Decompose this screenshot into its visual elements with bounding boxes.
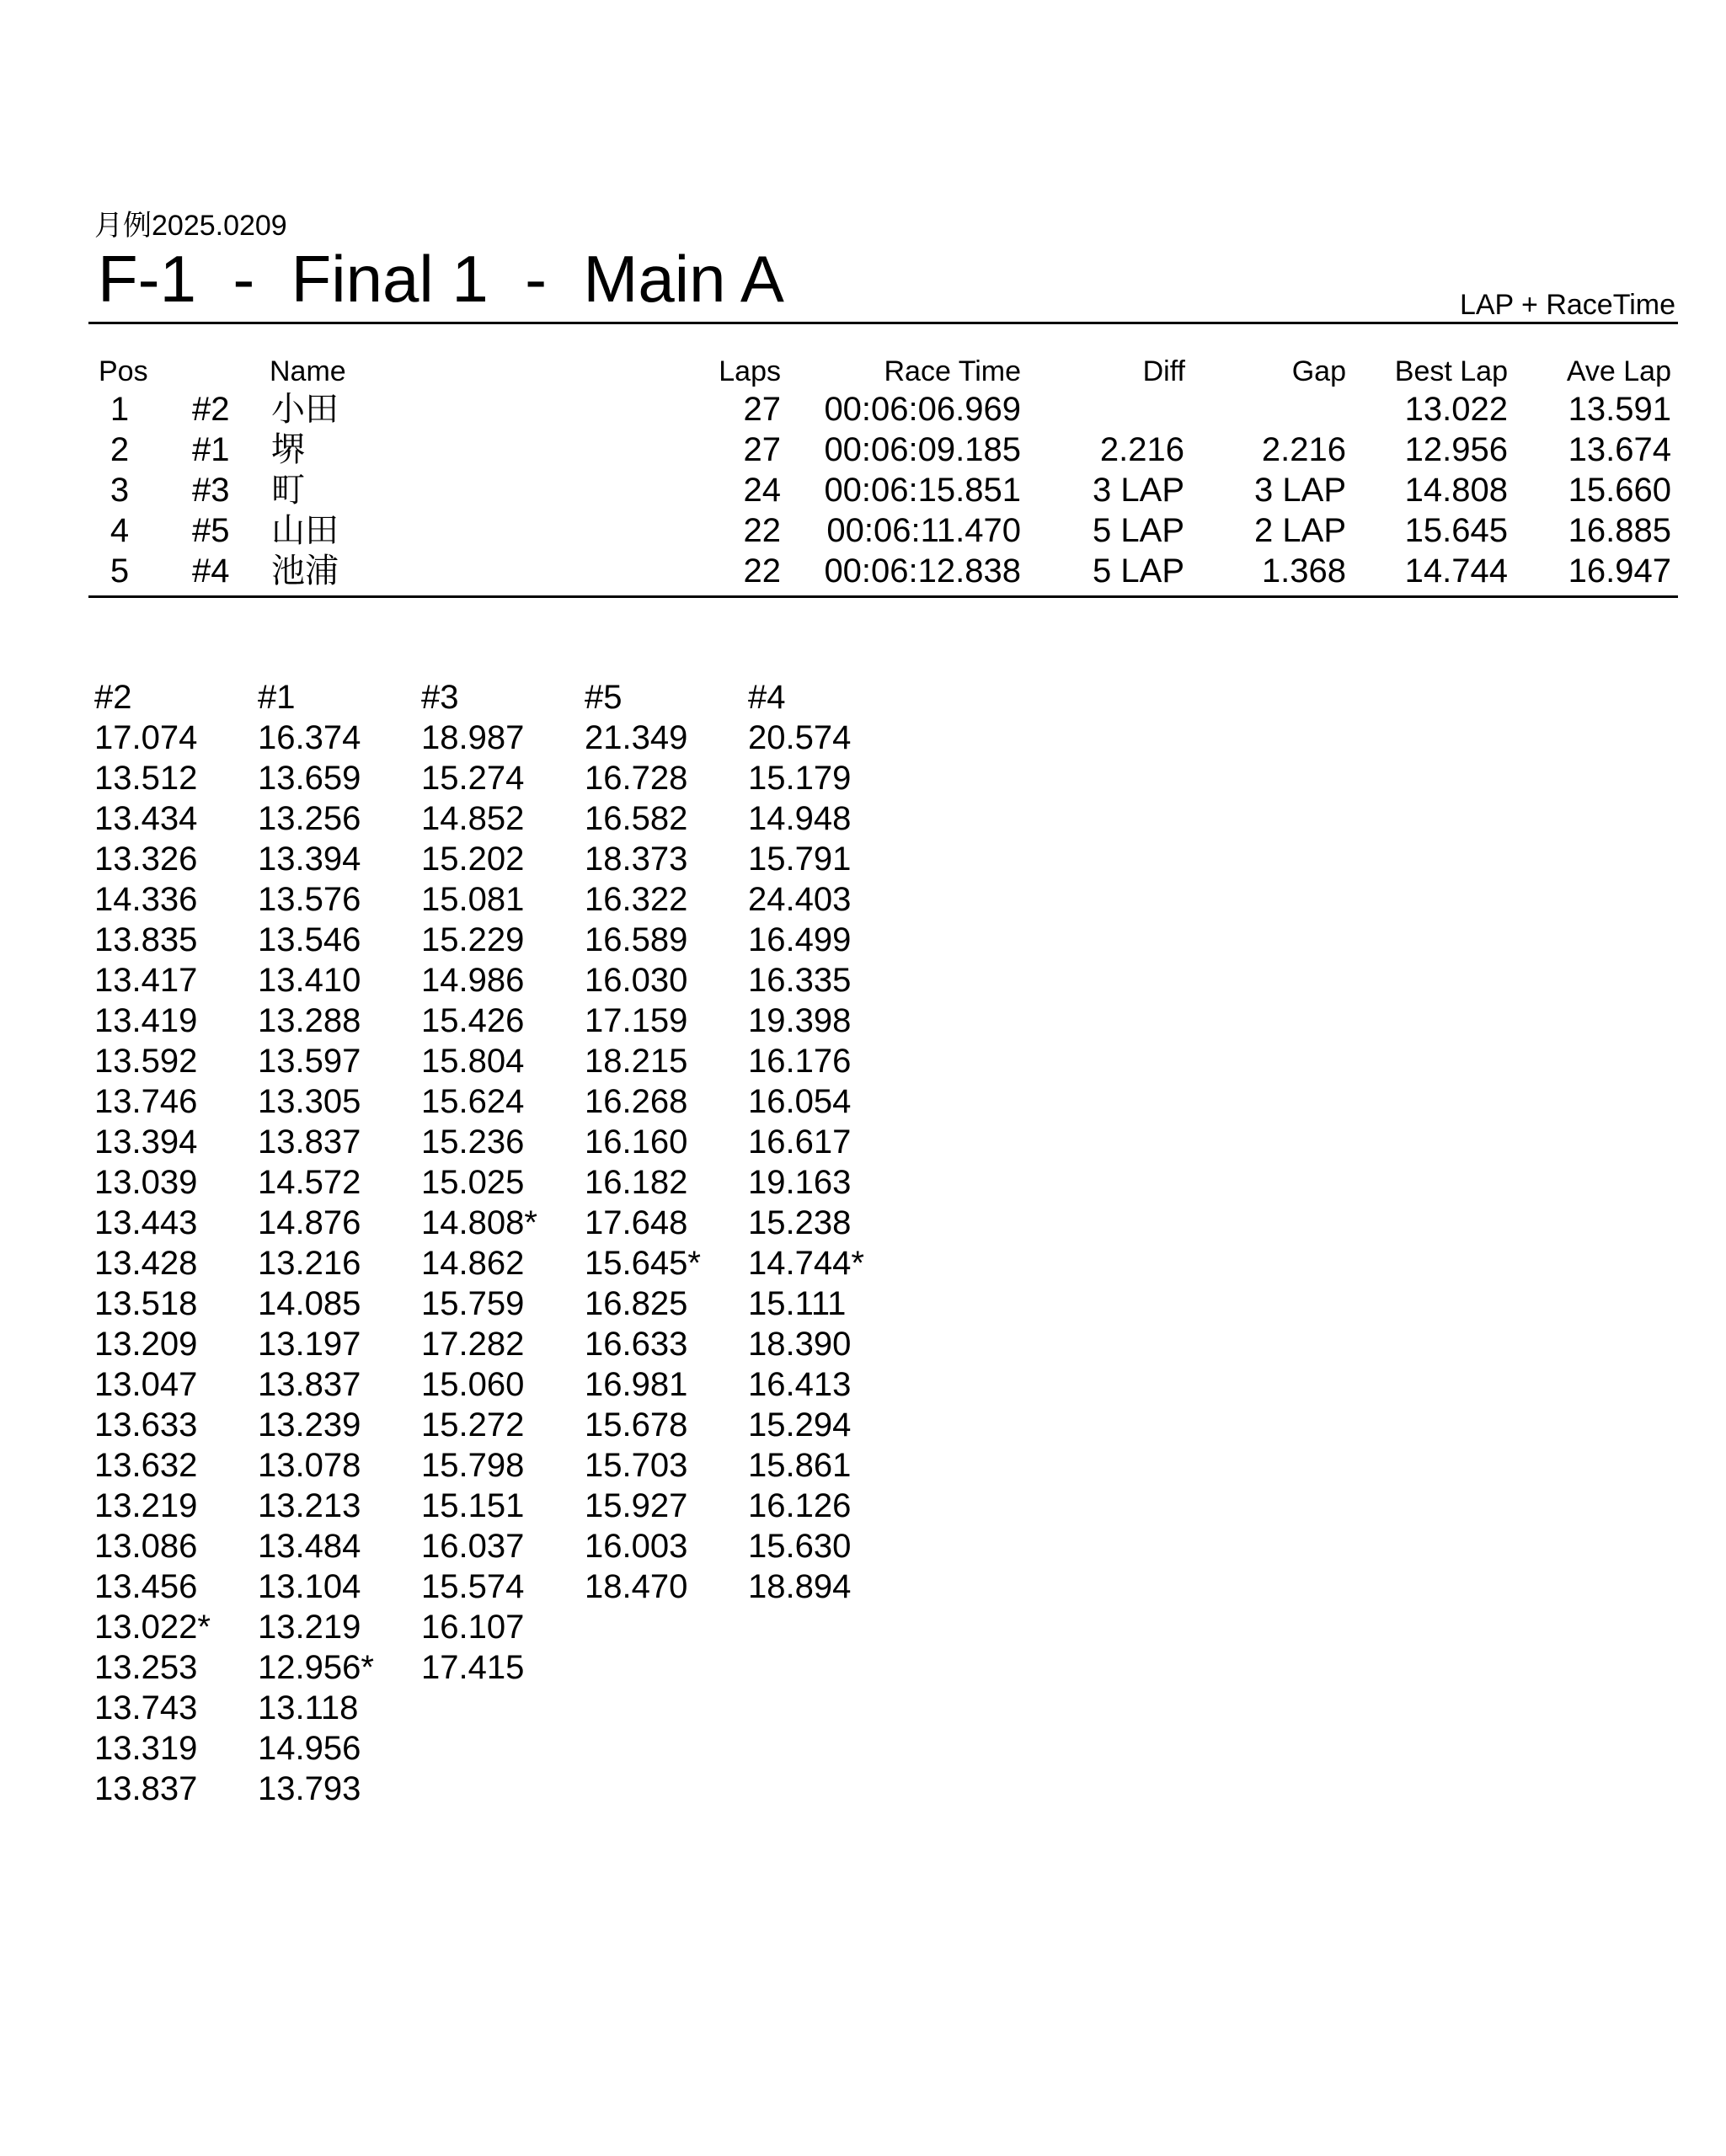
lap-time: 15.229 bbox=[421, 921, 525, 958]
car-number: #5 bbox=[192, 512, 230, 549]
lap-time: 13.835 bbox=[94, 921, 198, 958]
ave-lap-value: 13.591 bbox=[1568, 391, 1671, 428]
lap-time: 17.648 bbox=[585, 1204, 688, 1241]
lap-time: 15.081 bbox=[421, 881, 525, 918]
lap-time: 15.151 bbox=[421, 1487, 525, 1524]
table-row bbox=[0, 470, 1726, 510]
lap-time: 13.219 bbox=[94, 1487, 198, 1524]
lap-time: 15.274 bbox=[421, 760, 525, 797]
event-name: 月例2025.0209 bbox=[94, 210, 287, 242]
lap-time: 13.256 bbox=[258, 800, 361, 837]
lap-time: 16.322 bbox=[585, 881, 688, 918]
lap-column bbox=[94, 677, 254, 1809]
lap-column-header: #4 bbox=[748, 679, 786, 716]
lap-time: 13.793 bbox=[258, 1770, 361, 1807]
lap-time: 17.074 bbox=[94, 719, 198, 756]
lap-time: 13.104 bbox=[258, 1568, 361, 1605]
lap-time: 13.518 bbox=[94, 1285, 198, 1322]
lap-time: 16.126 bbox=[748, 1487, 852, 1524]
lap-time: 14.986 bbox=[421, 962, 525, 999]
table-row bbox=[0, 551, 1726, 591]
lap-time: 13.039 bbox=[94, 1164, 198, 1201]
lap-time: 14.808* bbox=[421, 1204, 537, 1241]
diff-value: 5 LAP bbox=[1093, 552, 1184, 590]
lap-time: 13.239 bbox=[258, 1406, 361, 1444]
lap-time: 13.288 bbox=[258, 1002, 361, 1039]
lap-time: 14.862 bbox=[421, 1245, 525, 1282]
lap-time: 13.253 bbox=[94, 1649, 198, 1686]
header-diff: Diff bbox=[1142, 355, 1185, 387]
lap-time: 17.282 bbox=[421, 1326, 525, 1363]
lap-column bbox=[421, 677, 581, 1688]
driver-name: 小田 bbox=[271, 391, 339, 428]
lap-time: 16.589 bbox=[585, 921, 688, 958]
lap-time: 13.659 bbox=[258, 760, 361, 797]
lap-time: 15.861 bbox=[748, 1447, 852, 1484]
lap-time: 13.837 bbox=[94, 1770, 198, 1807]
lap-time: 12.956* bbox=[258, 1649, 374, 1686]
lap-time: 14.852 bbox=[421, 800, 525, 837]
lap-time: 16.499 bbox=[748, 921, 852, 958]
laps-value: 27 bbox=[743, 431, 781, 468]
laps-value: 24 bbox=[743, 472, 781, 509]
ave-lap-value: 16.885 bbox=[1568, 512, 1671, 549]
lap-time: 17.159 bbox=[585, 1002, 688, 1039]
laps-value: 22 bbox=[743, 512, 781, 549]
pos-value: 4 bbox=[110, 512, 130, 549]
lap-column bbox=[258, 677, 418, 1809]
lap-column bbox=[748, 677, 908, 1607]
lap-time: 15.624 bbox=[421, 1083, 525, 1120]
lap-column bbox=[585, 677, 745, 1607]
lap-time: 20.574 bbox=[748, 719, 852, 756]
header-best-lap: Best Lap bbox=[1394, 355, 1508, 387]
lap-time: 15.179 bbox=[748, 760, 852, 797]
lap-time: 13.443 bbox=[94, 1204, 198, 1241]
lap-time: 13.022* bbox=[94, 1609, 211, 1646]
lap-time: 13.743 bbox=[94, 1689, 198, 1726]
best-lap-value: 14.744 bbox=[1404, 552, 1508, 590]
best-lap-value: 13.022 bbox=[1404, 391, 1508, 428]
diff-value: 5 LAP bbox=[1093, 512, 1184, 549]
car-number: #3 bbox=[192, 472, 230, 509]
lap-time: 19.163 bbox=[748, 1164, 852, 1201]
lap-time: 16.030 bbox=[585, 962, 688, 999]
top-divider bbox=[88, 322, 1678, 324]
lap-time: 15.202 bbox=[421, 841, 525, 878]
lap-column-header: #1 bbox=[258, 679, 296, 716]
lap-time: 13.047 bbox=[94, 1366, 198, 1403]
lap-time: 18.215 bbox=[585, 1043, 688, 1080]
car-number: #2 bbox=[192, 391, 230, 428]
header-laps: Laps bbox=[719, 355, 781, 387]
car-number: #1 bbox=[192, 431, 230, 468]
results-table bbox=[0, 354, 1726, 591]
lap-time: 18.390 bbox=[748, 1326, 852, 1363]
lap-time: 15.294 bbox=[748, 1406, 852, 1444]
lap-time: 21.349 bbox=[585, 719, 688, 756]
lap-time: 13.209 bbox=[94, 1326, 198, 1363]
lap-time: 13.546 bbox=[258, 921, 361, 958]
gap-value: 2 LAP bbox=[1254, 512, 1346, 549]
car-number: #4 bbox=[192, 552, 230, 590]
lap-column-header: #5 bbox=[585, 679, 623, 716]
lap-time: 16.413 bbox=[748, 1366, 852, 1403]
lap-time: 16.176 bbox=[748, 1043, 852, 1080]
gap-value: 2.216 bbox=[1261, 431, 1346, 468]
lap-time: 15.798 bbox=[421, 1447, 525, 1484]
race-time-value: 00:06:12.838 bbox=[824, 552, 1021, 590]
lap-time: 13.394 bbox=[94, 1123, 198, 1161]
lap-time: 16.728 bbox=[585, 760, 688, 797]
lap-time: 15.678 bbox=[585, 1406, 688, 1444]
lap-time: 13.456 bbox=[94, 1568, 198, 1605]
lap-time: 18.894 bbox=[748, 1568, 852, 1605]
lap-time: 16.268 bbox=[585, 1083, 688, 1120]
bottom-divider bbox=[88, 595, 1678, 598]
lap-time: 13.197 bbox=[258, 1326, 361, 1363]
best-lap-value: 12.956 bbox=[1404, 431, 1508, 468]
lap-time: 13.512 bbox=[94, 760, 198, 797]
lap-time: 14.948 bbox=[748, 800, 852, 837]
lap-time: 15.236 bbox=[421, 1123, 525, 1161]
lap-time: 24.403 bbox=[748, 881, 852, 918]
ave-lap-value: 16.947 bbox=[1568, 552, 1671, 590]
lap-time: 14.336 bbox=[94, 881, 198, 918]
lap-time: 13.632 bbox=[94, 1447, 198, 1484]
table-row bbox=[0, 389, 1726, 430]
lap-time: 13.216 bbox=[258, 1245, 361, 1282]
lap-time: 13.078 bbox=[258, 1447, 361, 1484]
lap-time: 13.305 bbox=[258, 1083, 361, 1120]
header-race-time: Race Time bbox=[884, 355, 1021, 387]
pos-value: 5 bbox=[110, 552, 130, 590]
pos-value: 2 bbox=[110, 431, 130, 468]
lap-time: 15.927 bbox=[585, 1487, 688, 1524]
table-row bbox=[0, 510, 1726, 551]
lap-time: 13.410 bbox=[258, 962, 361, 999]
ave-lap-value: 13.674 bbox=[1568, 431, 1671, 468]
lap-time: 13.086 bbox=[94, 1528, 198, 1565]
lap-time: 16.107 bbox=[421, 1609, 525, 1646]
lap-time: 13.434 bbox=[94, 800, 198, 837]
lap-time: 15.272 bbox=[421, 1406, 525, 1444]
lap-time: 15.759 bbox=[421, 1285, 525, 1322]
table-row bbox=[0, 430, 1726, 470]
lap-time: 14.572 bbox=[258, 1164, 361, 1201]
header-ave-lap: Ave Lap bbox=[1566, 355, 1671, 387]
lap-time: 16.054 bbox=[748, 1083, 852, 1120]
lap-time: 16.981 bbox=[585, 1366, 688, 1403]
race-time-value: 00:06:11.470 bbox=[826, 512, 1021, 549]
lap-time: 16.617 bbox=[748, 1123, 852, 1161]
lap-time: 13.419 bbox=[94, 1002, 198, 1039]
race-time-value: 00:06:15.851 bbox=[824, 472, 1021, 509]
pos-value: 3 bbox=[110, 472, 130, 509]
lap-time: 15.025 bbox=[421, 1164, 525, 1201]
lap-time: 18.987 bbox=[421, 719, 525, 756]
lap-time: 13.326 bbox=[94, 841, 198, 878]
lap-time: 17.415 bbox=[421, 1649, 525, 1686]
lap-time: 15.703 bbox=[585, 1447, 688, 1484]
lap-time: 13.219 bbox=[258, 1609, 361, 1646]
header-gap: Gap bbox=[1291, 355, 1346, 387]
header-name: Name bbox=[270, 355, 346, 387]
results-header-row bbox=[0, 354, 1726, 389]
lap-time: 18.470 bbox=[585, 1568, 688, 1605]
gap-value: 1.368 bbox=[1261, 552, 1346, 590]
lap-time: 13.213 bbox=[258, 1487, 361, 1524]
lap-time: 13.118 bbox=[258, 1689, 359, 1726]
lap-time: 14.744* bbox=[748, 1245, 864, 1282]
lap-time: 15.791 bbox=[748, 841, 852, 878]
lap-time: 16.374 bbox=[258, 719, 361, 756]
diff-value: 3 LAP bbox=[1093, 472, 1184, 509]
lap-time: 15.060 bbox=[421, 1366, 525, 1403]
lap-column-header: #3 bbox=[421, 679, 459, 716]
lap-time: 13.576 bbox=[258, 881, 361, 918]
lap-time: 16.003 bbox=[585, 1528, 688, 1565]
lap-time: 15.111 bbox=[748, 1285, 847, 1322]
lap-time: 14.956 bbox=[258, 1730, 361, 1767]
report-type: LAP + RaceTime bbox=[1459, 289, 1675, 321]
lap-time: 13.633 bbox=[94, 1406, 198, 1444]
lap-time: 15.574 bbox=[421, 1568, 525, 1605]
ave-lap-value: 15.660 bbox=[1568, 472, 1671, 509]
best-lap-value: 14.808 bbox=[1404, 472, 1508, 509]
driver-name: 町 bbox=[271, 472, 305, 509]
lap-time: 16.582 bbox=[585, 800, 688, 837]
lap-time: 13.746 bbox=[94, 1083, 198, 1120]
best-lap-value: 15.645 bbox=[1404, 512, 1508, 549]
lap-time: 16.037 bbox=[421, 1528, 525, 1565]
lap-time: 13.417 bbox=[94, 962, 198, 999]
lap-time: 13.428 bbox=[94, 1245, 198, 1282]
lap-time: 13.394 bbox=[258, 841, 361, 878]
driver-name: 池浦 bbox=[271, 552, 339, 590]
laps-value: 22 bbox=[743, 552, 781, 590]
lap-time: 16.335 bbox=[748, 962, 852, 999]
lap-time: 15.426 bbox=[421, 1002, 525, 1039]
lap-time: 15.238 bbox=[748, 1204, 852, 1241]
lap-column-header: #2 bbox=[94, 679, 132, 716]
laps-value: 27 bbox=[743, 391, 781, 428]
lap-time: 13.319 bbox=[94, 1730, 198, 1767]
lap-time: 13.837 bbox=[258, 1366, 361, 1403]
lap-time: 16.633 bbox=[585, 1326, 688, 1363]
lap-time: 14.085 bbox=[258, 1285, 361, 1322]
gap-value: 3 LAP bbox=[1254, 472, 1346, 509]
driver-name: 山田 bbox=[271, 512, 339, 549]
lap-time: 16.160 bbox=[585, 1123, 688, 1161]
lap-time: 13.484 bbox=[258, 1528, 361, 1565]
header-pos: Pos bbox=[99, 355, 148, 387]
lap-time: 13.597 bbox=[258, 1043, 361, 1080]
page-title: F-1 - Final 1 - Main A bbox=[98, 242, 784, 316]
pos-value: 1 bbox=[110, 391, 130, 428]
lap-time: 15.630 bbox=[748, 1528, 852, 1565]
lap-time: 15.804 bbox=[421, 1043, 525, 1080]
lap-time: 19.398 bbox=[748, 1002, 852, 1039]
diff-value: 2.216 bbox=[1099, 431, 1184, 468]
lap-time: 18.373 bbox=[585, 841, 688, 878]
lap-time: 14.876 bbox=[258, 1204, 361, 1241]
lap-time: 13.592 bbox=[94, 1043, 198, 1080]
lap-time: 13.837 bbox=[258, 1123, 361, 1161]
lap-time: 16.182 bbox=[585, 1164, 688, 1201]
lap-time: 15.645* bbox=[585, 1245, 701, 1282]
race-time-value: 00:06:06.969 bbox=[824, 391, 1021, 428]
driver-name: 堺 bbox=[271, 431, 305, 468]
lap-time: 16.825 bbox=[585, 1285, 688, 1322]
race-time-value: 00:06:09.185 bbox=[824, 431, 1021, 468]
